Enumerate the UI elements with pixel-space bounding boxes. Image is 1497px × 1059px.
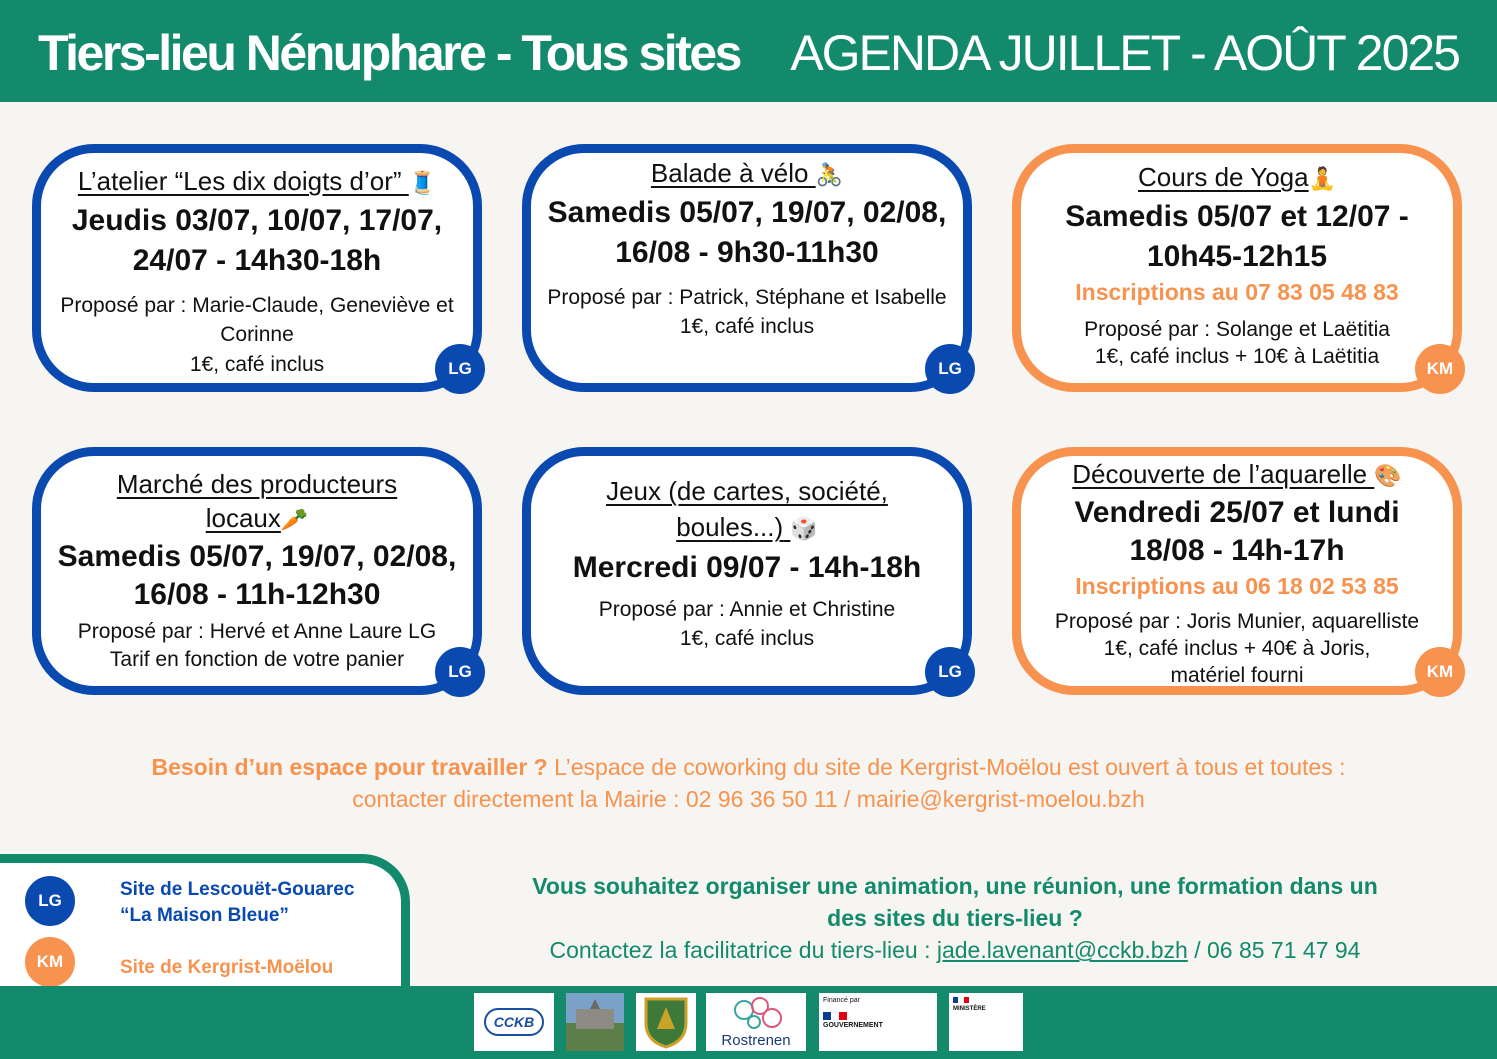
- coworking-text: L’espace de coworking du site de Kergrist-Moëlou est ouvert à tous et toutes : contacter directement la Mairie : 02 96 36 50 11 / mairie@kergrist-moelou.bzh: [352, 754, 1346, 812]
- crest-logo: [636, 993, 696, 1051]
- event-organizers: Proposé par : Hervé et Anne Laure LG: [77, 619, 437, 643]
- rostrenen-logo: Rostrenen: [706, 993, 806, 1051]
- contact-question: Vous souhaitez organiser une animation, une réunion, une formation dans un des sites du tiers-lieu ?: [532, 873, 1378, 932]
- event-date: Samedis 05/07 et 12/07 - 10h45-12h15: [1065, 199, 1409, 273]
- agenda-title: AGENDA JUILLET - AOÛT 2025: [790, 25, 1459, 81]
- legend-badge-lg: LG: [25, 876, 75, 926]
- event-date: Samedis 05/07, 19/07, 02/08, 16/08 - 11h-12h30: [57, 539, 457, 611]
- site-badge-km: KM: [1415, 344, 1465, 394]
- event-card-atelier: [32, 144, 482, 392]
- event-organizers: Proposé par : Annie et Christine: [598, 597, 896, 621]
- event-card-yoga: [1012, 144, 1462, 392]
- event-card-jeux: [522, 447, 972, 695]
- contact-email-link[interactable]: jade.lavenant@cckb.bzh: [936, 937, 1188, 964]
- site-badge-km: KM: [1415, 647, 1465, 697]
- event-price: Tarif en fonction de votre panier: [109, 648, 405, 672]
- yoga-icon: 🧘: [1308, 166, 1336, 191]
- event-price: 1€, café inclus: [679, 315, 815, 339]
- village-photo-logo: [566, 993, 624, 1051]
- contact-section: [510, 870, 1400, 967]
- event-title: Jeux (de cartes, société, boules...): [606, 476, 888, 542]
- coworking-notice: [120, 752, 1377, 815]
- event-title: Cours de Yoga: [1138, 162, 1309, 192]
- event-organizers: Proposé par : Patrick, Stéphane et Isabelle: [547, 285, 947, 309]
- coworking-question: Besoin d’un espace pour travailler ?: [151, 754, 548, 780]
- gouvernement-logo: Financé par GOUVERNEMENT: [819, 993, 937, 1051]
- roses-icon: [726, 996, 786, 1030]
- cyclist-icon: 🚴: [815, 162, 844, 187]
- cckb-logo: CCKB: [474, 993, 554, 1051]
- dice-icon: 🎲: [790, 515, 818, 541]
- event-title: L’atelier “Les dix doigts d’or”: [77, 166, 402, 196]
- village-icon: [566, 993, 624, 1051]
- ministere-logo: MINISTÈRE: [949, 993, 1023, 1051]
- palette-icon: 🎨: [1374, 463, 1402, 488]
- event-date: Vendredi 25/07 et lundi 18/08 - 14h-17h: [1074, 495, 1400, 568]
- french-flag-icon: [823, 1012, 847, 1020]
- event-card-marche: [32, 447, 482, 695]
- footer-banner: [0, 986, 1497, 1059]
- event-price: 1€, café inclus + 40€ à Joris, matériel fourni: [1103, 636, 1371, 688]
- event-inscriptions: Inscriptions au 06 18 02 53 85: [1075, 572, 1399, 599]
- page-title: Tiers-lieu Nénuphare - Tous sites: [38, 25, 740, 81]
- site-badge-lg: LG: [435, 647, 485, 697]
- legend-badge-km: KM: [25, 937, 75, 987]
- event-date: Mercredi 09/07 - 14h-18h: [572, 550, 922, 584]
- event-date: Samedis 05/07, 19/07, 02/08, 16/08 - 9h30-11h30: [547, 195, 947, 269]
- event-title: Balade à vélo: [650, 158, 809, 188]
- site-badge-lg: LG: [925, 344, 975, 394]
- contact-phone: / 06 85 71 47 94: [1187, 937, 1361, 964]
- site-badge-lg: LG: [435, 344, 485, 394]
- contact-prefix: Contactez la facilitatrice du tiers-lieu :: [549, 937, 937, 964]
- event-organizers: Proposé par : Joris Munier, aquarelliste: [1054, 609, 1420, 633]
- event-date: Jeudis 03/07, 10/07, 17/07, 24/07 - 14h30-18h: [71, 203, 443, 277]
- event-inscriptions: Inscriptions au 07 83 05 48 83: [1075, 278, 1399, 305]
- legend-lg-subtitle: “La Maison Bleue”: [120, 904, 289, 926]
- coat-of-arms-icon: [643, 995, 689, 1049]
- legend-km-name: Site de Kergrist-Moëlou: [120, 957, 334, 978]
- event-organizers: Proposé par : Marie-Claude, Geneviève et Corinne: [60, 293, 454, 347]
- event-title: Découverte de l’aquarelle: [1072, 459, 1368, 489]
- event-organizers: Proposé par : Solange et Laëtitia: [1084, 317, 1390, 341]
- french-flag-icon: [953, 997, 969, 1003]
- legend-lg-name: Site de Lescouët-Gouarec: [120, 879, 355, 900]
- event-card-aquarelle: [1012, 447, 1462, 695]
- carrot-icon: 🥕: [280, 506, 309, 532]
- event-price: 1€, café inclus: [679, 626, 815, 650]
- event-price: 1€, café inclus + 10€ à Laëtitia: [1094, 344, 1380, 368]
- thread-spool-icon: 🧵: [408, 170, 437, 195]
- header-banner: [0, 0, 1497, 102]
- site-badge-lg: LG: [925, 647, 975, 697]
- event-price: 1€, café inclus: [189, 353, 325, 377]
- event-title: Marché des producteurs locaux: [116, 469, 398, 533]
- event-card-velo: [522, 144, 972, 392]
